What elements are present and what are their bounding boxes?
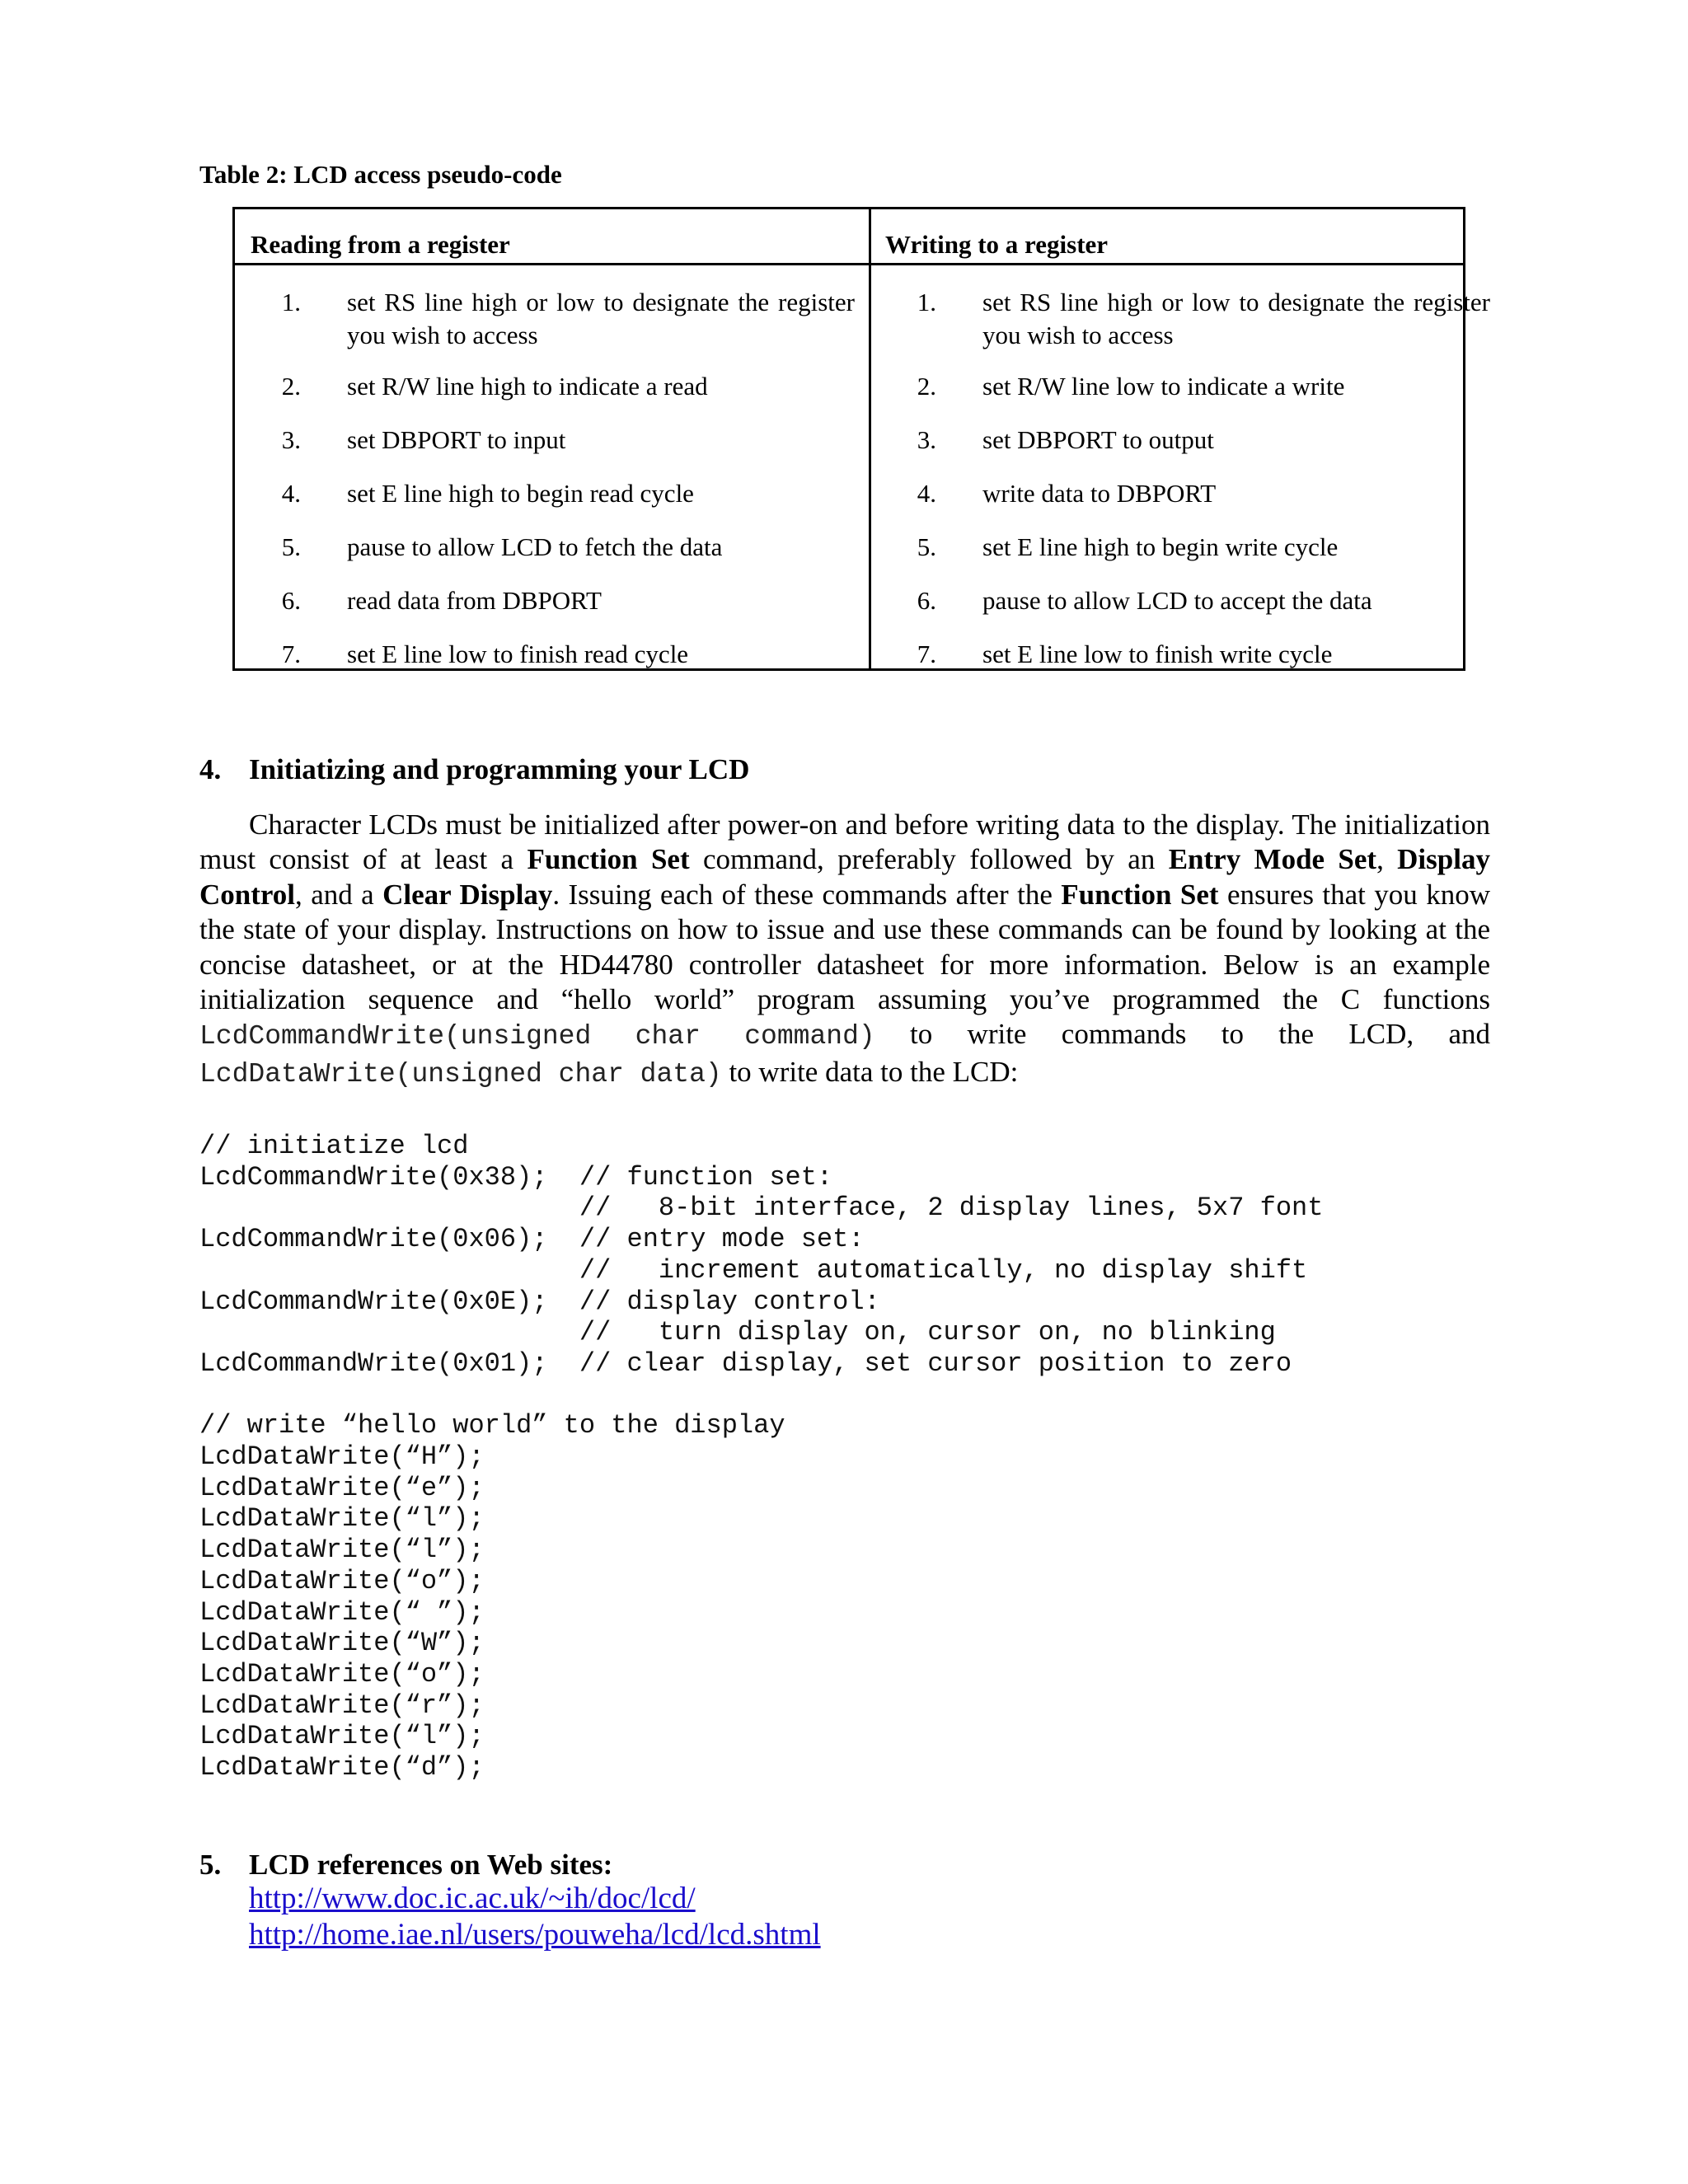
- bold-term: Entry Mode Set: [1168, 843, 1377, 876]
- step-text: set E line high to begin read cycle: [347, 479, 694, 508]
- section-title: Initiatizing and programming your LCD: [249, 753, 750, 785]
- paragraph-text: . Issuing each of these commands after the: [552, 878, 1062, 911]
- section-number: 4.: [199, 753, 222, 785]
- step-text: set E line low to finish read cycle: [347, 640, 689, 668]
- step-number: 7.: [281, 640, 301, 668]
- paragraph-text: to write commands to the LCD, and: [874, 1018, 1490, 1051]
- code-line: LcdCommandWrite(0x0E); // display control:: [199, 1286, 880, 1317]
- bold-term: Display Control: [199, 843, 1490, 911]
- step-number: 4.: [917, 479, 936, 508]
- code-line: LcdDataWrite(“o”);: [199, 1658, 485, 1690]
- step-number: 6.: [281, 586, 301, 615]
- paragraph-text: , and a: [295, 878, 383, 911]
- paragraph-text: Character LCDs must be initialized after power-on and before writing data to the display. The initialization must consist of at least a: [199, 808, 1490, 876]
- step-text: pause to allow LCD to accept the data: [982, 586, 1372, 615]
- reference-link[interactable]: http://www.doc.ic.ac.uk/~ih/doc/lcd/: [249, 1882, 696, 1915]
- step-number: 2.: [917, 372, 936, 401]
- bold-term: Function Set: [527, 843, 690, 876]
- table-caption: Table 2: LCD access pseudo-code: [199, 160, 562, 189]
- step-text: write data to DBPORT: [982, 479, 1217, 508]
- code-line: // write “hello world” to the display: [199, 1410, 785, 1441]
- step-text: set RS line high or low to designate the register you wish to access: [982, 288, 1490, 349]
- section-number: 5.: [199, 1849, 222, 1881]
- paragraph-text: ensures that you know the state of your display. Instructions on how to issue and use these commands can be found by looking at the concise datasheet, or at the HD44780 controller datasheet for more information. Below is an example initialization sequence and “hello world” program assuming you’ve programmed the C functions: [199, 878, 1491, 1016]
- inline-code: LcdDataWrite(unsigned char data): [199, 1058, 722, 1090]
- code-line: LcdDataWrite(“r”);: [199, 1690, 485, 1721]
- code-listing: [199, 1131, 1323, 1783]
- step-number: 7.: [917, 640, 936, 668]
- paragraph-text: to write data to the LCD:: [721, 1055, 1019, 1088]
- step-text: pause to allow LCD to fetch the data: [347, 532, 723, 561]
- step-text: set R/W line high to indicate a read: [347, 372, 708, 401]
- step-number: 1.: [917, 288, 936, 316]
- reference-link[interactable]: http://home.iae.nl/users/pouweha/lcd/lcd.shtml: [249, 1918, 821, 1952]
- code-line: LcdDataWrite(“l”);: [199, 1721, 485, 1752]
- code-line: LcdDataWrite(“e”);: [199, 1472, 485, 1503]
- step-text: set E line high to begin write cycle: [982, 532, 1339, 561]
- section-4-paragraph: [199, 808, 1490, 1092]
- paragraph-text: ,: [1376, 843, 1398, 876]
- code-line: LcdCommandWrite(0x38); // function set:: [199, 1161, 833, 1193]
- code-line: // turn display on, cursor on, no blinking: [199, 1317, 1276, 1348]
- code-line: LcdDataWrite(“l”);: [199, 1503, 485, 1535]
- step-number: 6.: [917, 586, 936, 615]
- step-text: set R/W line low to indicate a write: [982, 372, 1345, 401]
- pseudo-code-table: [232, 207, 1490, 671]
- code-line: // initiatize lcd: [199, 1131, 469, 1161]
- bold-term: Clear Display: [382, 878, 553, 911]
- step-number: 2.: [281, 372, 301, 401]
- bold-term: Function Set: [1061, 878, 1219, 911]
- step-number: 5.: [281, 532, 301, 561]
- code-line: LcdDataWrite(“W”);: [199, 1628, 485, 1659]
- step-text: set RS line high or low to designate the register you wish to access: [347, 288, 855, 349]
- code-line: LcdDataWrite(“ ”);: [199, 1596, 485, 1628]
- paragraph-text: command, preferably followed by an: [689, 843, 1169, 876]
- code-line: LcdDataWrite(“l”);: [199, 1535, 485, 1566]
- code-line: LcdCommandWrite(0x06); // entry mode set:: [199, 1224, 865, 1255]
- reference-links: [249, 1881, 821, 1953]
- table-header-divider: [235, 263, 1463, 265]
- step-text: read data from DBPORT: [347, 586, 602, 615]
- reading-header: Reading from a register: [251, 230, 510, 259]
- step-text: set DBPORT to output: [982, 425, 1214, 454]
- step-number: 1.: [281, 288, 301, 316]
- inline-code: LcdCommandWrite(unsigned char command): [199, 1021, 875, 1052]
- code-line: LcdDataWrite(“H”);: [199, 1441, 485, 1473]
- code-line: // 8-bit interface, 2 display lines, 5x7 font: [199, 1193, 1324, 1224]
- code-line: // increment automatically, no display shift: [199, 1254, 1308, 1286]
- code-line: LcdDataWrite(“d”);: [199, 1752, 485, 1783]
- step-text: set DBPORT to input: [347, 425, 566, 454]
- step-number: 4.: [281, 479, 301, 508]
- step-number: 5.: [917, 532, 936, 561]
- step-text: set E line low to finish write cycle: [982, 640, 1333, 668]
- section-title: LCD references on Web sites:: [249, 1849, 613, 1881]
- step-number: 3.: [917, 425, 936, 454]
- step-number: 3.: [281, 425, 301, 454]
- code-line: LcdDataWrite(“o”);: [199, 1565, 485, 1596]
- code-line: LcdCommandWrite(0x01); // clear display, set cursor position to zero: [199, 1347, 1292, 1379]
- writing-header: Writing to a register: [885, 230, 1109, 259]
